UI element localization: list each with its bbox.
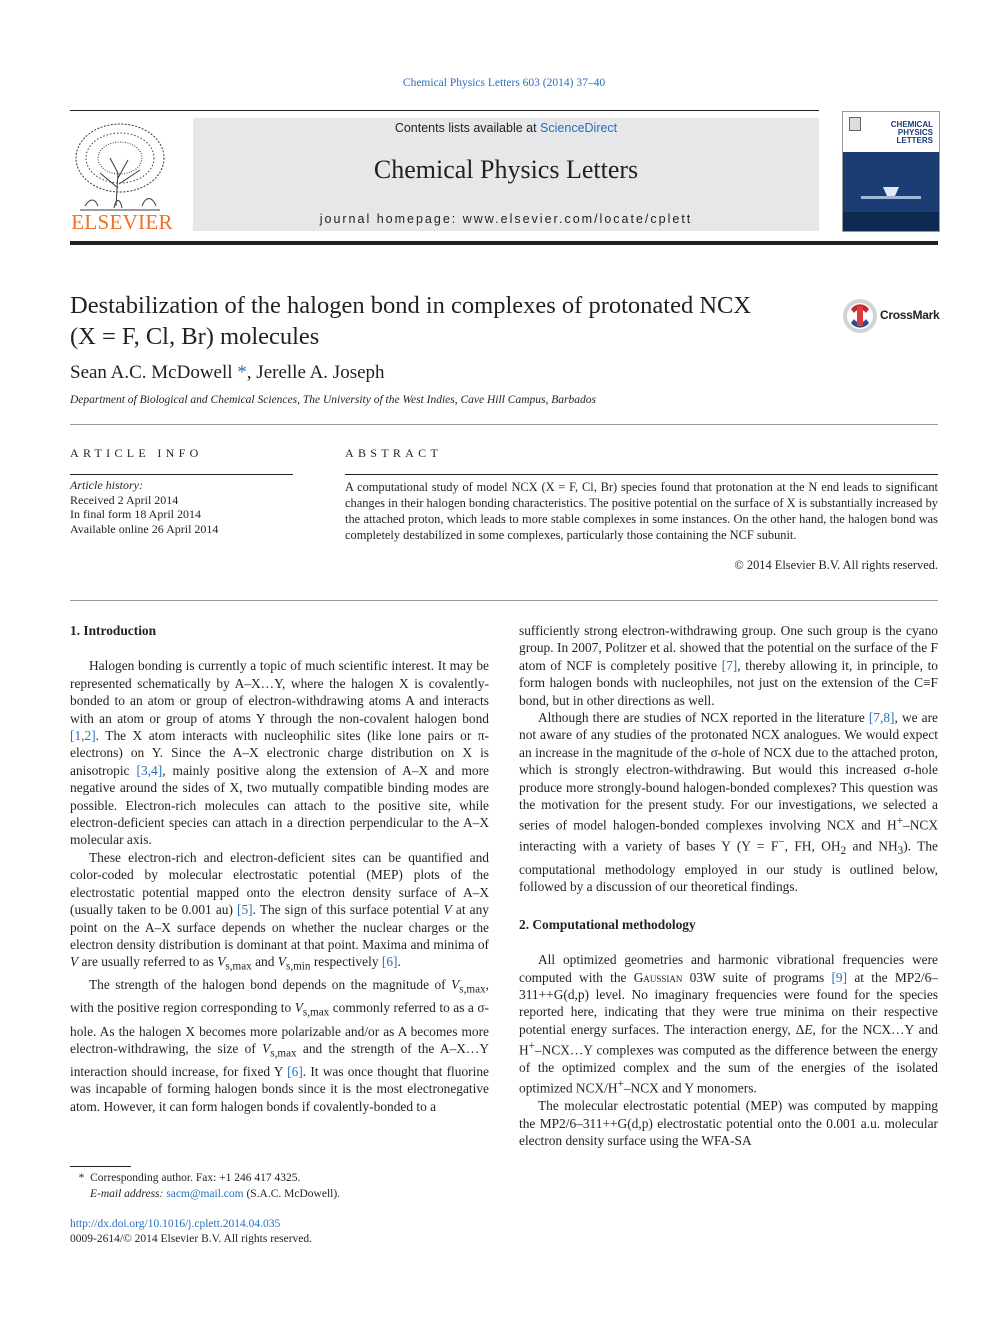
corresponding-author-text: Corresponding author. Fax: +1 246 417 4325.	[90, 1172, 301, 1184]
citation-link-7-8[interactable]: [7,8]	[868, 710, 895, 726]
section-heading-methodology: 2. Computational methodology	[519, 916, 696, 932]
intro-paragraph-3-continued: sufficiently strong electron-withdrawing group. One such group is the cyano group. In 2007, Politzer et al. showed that the potential on the surface of the F atom of NCF is completely positive [7], thereby allowing it, in principle, to form halogen bonds with nucleophiles, not just on the extension of the C≡F bond, but in other directions as well.	[519, 623, 938, 708]
footnote-rule	[70, 1166, 131, 1167]
contents-line	[193, 121, 819, 135]
homepage-url[interactable]: www.elsevier.com/locate/cplett	[462, 212, 693, 226]
email-owner: (S.A.C. McDowell).	[243, 1188, 341, 1200]
citation-link-3-4[interactable]: [3,4]	[136, 762, 163, 778]
body-column-right	[519, 622, 938, 1150]
article-history-label: Article history:	[70, 478, 143, 492]
final-form-date: In final form 18 April 2014	[70, 507, 201, 521]
doi-link[interactable]: http://dx.doi.org/10.1016/j.cplett.2014.04.035	[70, 1218, 281, 1230]
intro-paragraph-2: These electron-rich and electron-deficient sites can be quantified and color-coded by molecular electrostatic potential (MEP) plots of the electrostatic potential mapped onto the electron density surface of A–X (usually taken to be 0.001 au) [5]. The sign of this surface potential V at any point on the A–X surface depends on whether the nuclear charges or the electron density distribution is dominant at that point. Maxima and minima of V are usually referred to as $V_{s,max}$ and $V_{s,min}$ respectively [6].	[70, 849, 489, 973]
body-column-left	[70, 622, 489, 1115]
article-info-rule	[70, 474, 293, 475]
article-title	[70, 290, 810, 352]
intro-paragraph-4: Although there are studies of NCX reported in the literature [7,8], we are not aware of any studies of the protonated NCX analogues. We would expect an increase in the magnitude of the σ-hole of NCX due to the attached proton, which is strongly electron-withdrawing. But would this increased σ-hole produce more strongly-bound halogen-bonded complexes? This question was the motivation for the present study. For our investigations, we selected a series of model halogen-bonded complexes involving NCX and H+–NCX interacting with a variety of bases Y (Y = F−, FH, $OH_2$ and $NH_3$). The computational methodology employed in our study is outlined below, followed by a discussion of our theoretical findings.	[519, 710, 938, 895]
issn-copyright: 0009-2614/© 2014 Elsevier B.V. All rights reserved.	[70, 1233, 313, 1245]
citation-link-1-2[interactable]: [1,2]	[70, 728, 96, 744]
citation-link-7[interactable]: [7]	[721, 657, 738, 673]
body-separator-rule	[70, 600, 938, 601]
journal-homepage	[193, 212, 819, 226]
methods-paragraph-1: All optimized geometries and harmonic vibrational frequencies were computed with the Gaussian 03W suite of programs [9] at the MP2/6–311++G(d,p) level. No imaginary frequencies were found for the species reported here, indicating that they were true minima on their respective potential energy surfaces. The interaction energy, ΔE, for the NCX…Y and H+–NCX…Y complexes was computed as the difference between the energy of the optimized complex and the sum of the energies of the isolated optimized NCX/H+–NCX and Y monomers.	[519, 952, 939, 1096]
methods-paragraph-2: The molecular electrostatic potential (MEP) was computed by mapping the MP2/6–311++G(d,p) electrostatic potential onto the 0.001 a.u. molecular electron density surface using the WFA-SA	[519, 1098, 938, 1149]
journal-title: Chemical Physics Letters	[373, 155, 639, 184]
affiliation: Department of Biological and Chemical Sciences, The University of the West Indies, Cave Hill Campus, Barbados	[70, 394, 596, 406]
journal-citation[interactable]: Chemical Physics Letters 603 (2014) 37–40	[402, 77, 606, 89]
abstract-heading: ABSTRACT	[345, 446, 443, 460]
crossmark-icon	[842, 297, 878, 335]
abstract-copyright: © 2014 Elsevier B.V. All rights reserved.	[734, 558, 938, 572]
intro-paragraph-3: The strength of the halogen bond depends on the magnitude of $V_{s,max}$, with the positive region corresponding to $V_{s,max}$ commonly referred to as a σ-hole. As the halogen X becomes more polarizable and/or as A becomes more electron-withdrawing, the size of $V_{s,max}$ and the strength of the A–X…Y interaction should increase, for fixed Y [6]. It was once thought that fluorine was incapable of forming halogen bonds since it is the most electronegative atom. However, it can form halogen bonds if covalently-bonded to a	[70, 977, 489, 1114]
email-link[interactable]: sacm@mail.com	[166, 1188, 244, 1200]
article-info-heading: ARTICLE INFO	[70, 446, 203, 460]
abstract-rule	[345, 474, 938, 475]
footnotes	[70, 1170, 490, 1202]
article-history	[70, 478, 293, 536]
header-rule-top	[70, 110, 819, 111]
cover-art-icon	[843, 152, 939, 231]
elsevier-wordmark: ELSEVIER	[71, 210, 173, 234]
crossmark-label: CrossMark	[880, 308, 940, 322]
journal-cover-thumbnail[interactable]	[842, 111, 940, 232]
citation-link-5[interactable]: [5]	[237, 902, 253, 918]
doi-block	[70, 1217, 312, 1247]
citation-link-9[interactable]: [9]	[831, 969, 848, 985]
author-separator: ,	[246, 362, 257, 383]
section-heading-introduction: 1. Introduction	[70, 623, 157, 638]
received-date: Received 2 April 2014	[70, 492, 179, 507]
author-list	[70, 362, 385, 384]
author-1: Sean A.C. McDowell	[70, 362, 233, 383]
cover-emblem-icon	[849, 117, 861, 131]
corresponding-author-footnote	[70, 1170, 490, 1186]
header-rule-bottom	[70, 241, 938, 245]
email-label: E-mail address:	[90, 1188, 167, 1200]
affiliation-rule	[70, 424, 938, 425]
cover-title: CHEMICAL PHYSICS LETTERS	[890, 120, 933, 145]
footnote-mark: *	[78, 1172, 85, 1184]
sciencedirect-link[interactable]: ScienceDirect	[540, 121, 618, 135]
abstract-text: A computational study of model NCX (X = F, Cl, Br) species found that protonation at the N end leads to significant changes in their halogen bonding characteristics. The positive potential on the surface of X is substantially increased by the attached proton, which leads to more stable complexes in some instances. On the other hand, the halogen bond was completely destabilized in some complexes, particularly those containing the NCF subunit.	[345, 480, 938, 542]
citation-link-6-second[interactable]: [6]	[287, 1064, 303, 1080]
online-date: Available online 26 April 2014	[70, 521, 219, 536]
author-2: Jerelle A. Joseph	[256, 362, 385, 383]
corresponding-author-mark[interactable]: *	[237, 362, 247, 383]
article-title-line-2: (X = F, Cl, Br) molecules	[70, 323, 320, 350]
homepage-prefix: journal homepage:	[319, 212, 463, 226]
article-title-line-1: Destabilization of the halogen bond in complexes of protonated NCX	[70, 292, 752, 319]
intro-paragraph-1: Halogen bonding is currently a topic of much scientific interest. It may be represented schematically by A–X…Y, where the halogen X is covalently-bonded to an atom or group of electron-withdrawing atoms A and interacts with an atom or group of atoms Y through the non-covalent halogen bond [1,2]. The X atom interacts with nucleophilic sites (like lone pairs or π-electrons) on Y. Since the A–X electronic charge distribution on X is anisotropic [3,4], mainly positive along the extension of A–X and more negative around the sides of X, two mutually compatible binding modes are possible. Electron-rich molecules can attach to the positive site, while electron-deficient species can attach in a direction perpendicular to the A–X molecular axis.	[70, 658, 489, 848]
email-footnote	[70, 1186, 490, 1202]
contents-prefix: Contents lists available at	[394, 121, 541, 135]
citation-link-6[interactable]: [6]	[381, 954, 398, 970]
crossmark-badge[interactable]	[842, 297, 942, 335]
